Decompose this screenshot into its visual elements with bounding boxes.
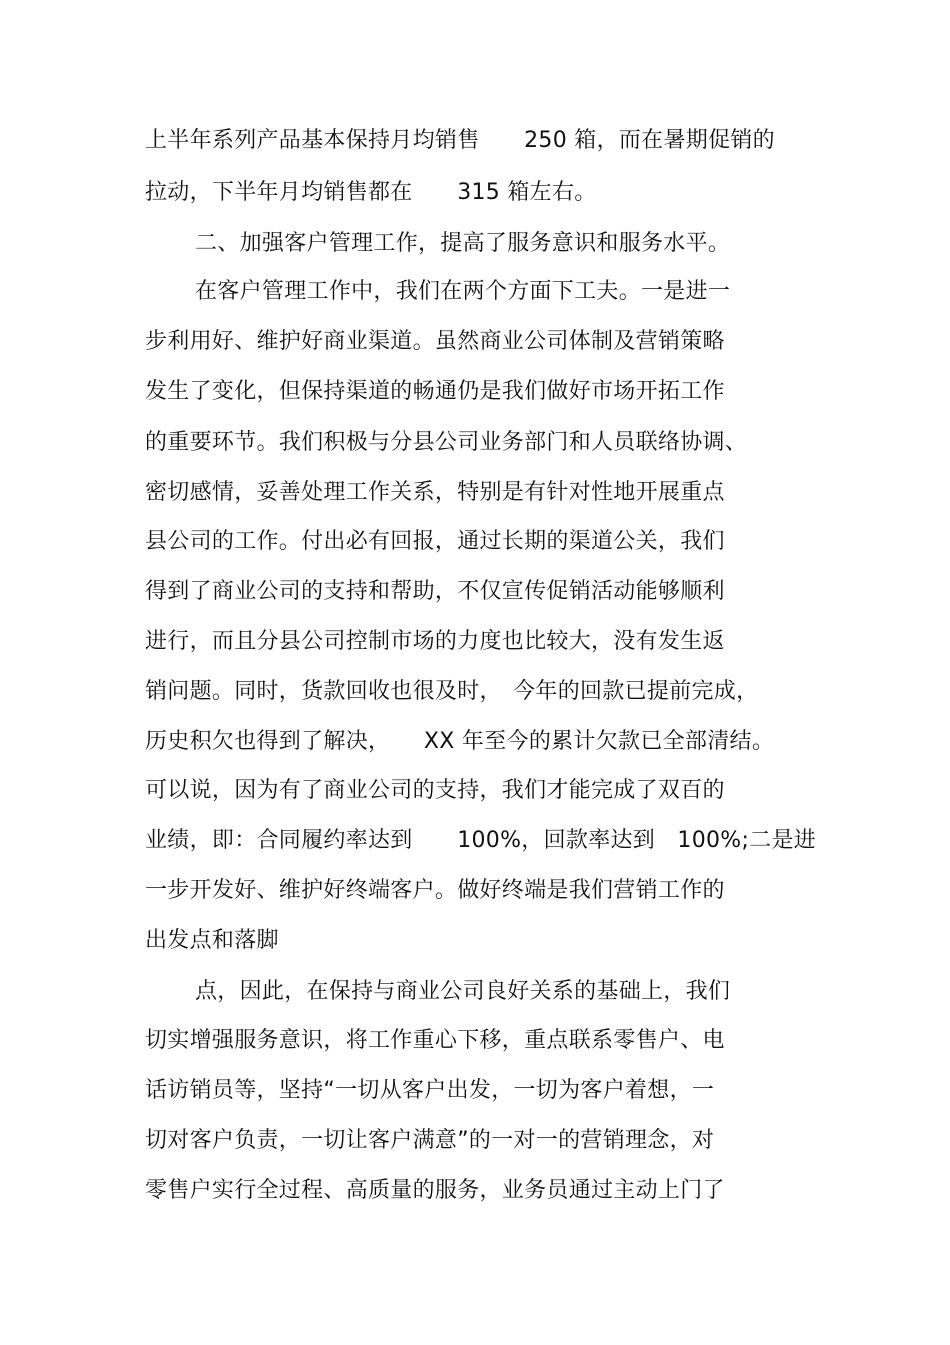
section-heading: 二、加强客户管理工作，提高了服务意识和服务水平。	[195, 231, 731, 256]
text-line: 零售户实行全过程、高质量的服务，业务员通过主动上门了	[145, 1178, 725, 1203]
text-line: 业绩，即：合同履约率达到 100%，回款率达到 100%;二是进	[145, 828, 817, 853]
text-line: 得到了商业公司的支持和帮助，不仅宣传促销活动能够顺利	[145, 579, 725, 604]
text-line: 在客户管理工作中，我们在两个方面下工夫。一是进一	[195, 279, 731, 304]
text-line: 话访销员等，坚持“一切从客户出发，一切为客户着想，一	[145, 1078, 715, 1103]
text-line: 切实增强服务意识，将工作重心下移，重点联系零售户、电	[145, 1028, 725, 1053]
text-line: 历史积欠也得到了解决， XX 年至今的累计欠款已全部清结。	[145, 729, 775, 754]
text-line: 销问题。同时，货款回收也很及时， 今年的回款已提前完成，	[145, 679, 759, 704]
text-line: 点，因此，在保持与商业公司良好关系的基础上，我们	[195, 979, 731, 1004]
text-line: 步利用好、维护好商业渠道。虽然商业公司体制及营销策略	[145, 329, 725, 354]
text-line: 发生了变化，但保持渠道的畅通仍是我们做好市场开拓工作	[145, 379, 725, 404]
text-line: 一步开发好、维护好终端客户。做好终端是我们营销工作的	[145, 878, 725, 903]
text-line: 上半年系列产品基本保持月均销售 250 箱，而在暑期促销的	[145, 128, 775, 153]
text-line: 进行，而且分县公司控制市场的力度也比较大，没有发生返	[145, 629, 725, 654]
text-line: 拉动，下半年月均销售都在 315 箱左右。	[145, 180, 597, 205]
text-line: 可以说，因为有了商业公司的支持，我们才能完成了双百的	[145, 778, 725, 803]
text-line: 切对客户负责，一切让客户满意”的一对一的营销理念，对	[145, 1128, 715, 1153]
text-line: 的重要环节。我们积极与分县公司业务部门和人员联络协调、	[145, 430, 748, 455]
text-line: 出发点和落脚	[145, 928, 279, 953]
text-line: 县公司的工作。付出必有回报，通过长期的渠道公关，我们	[145, 529, 725, 554]
text-line: 密切感情，妥善处理工作关系，特别是有针对性地开展重点	[145, 480, 725, 505]
